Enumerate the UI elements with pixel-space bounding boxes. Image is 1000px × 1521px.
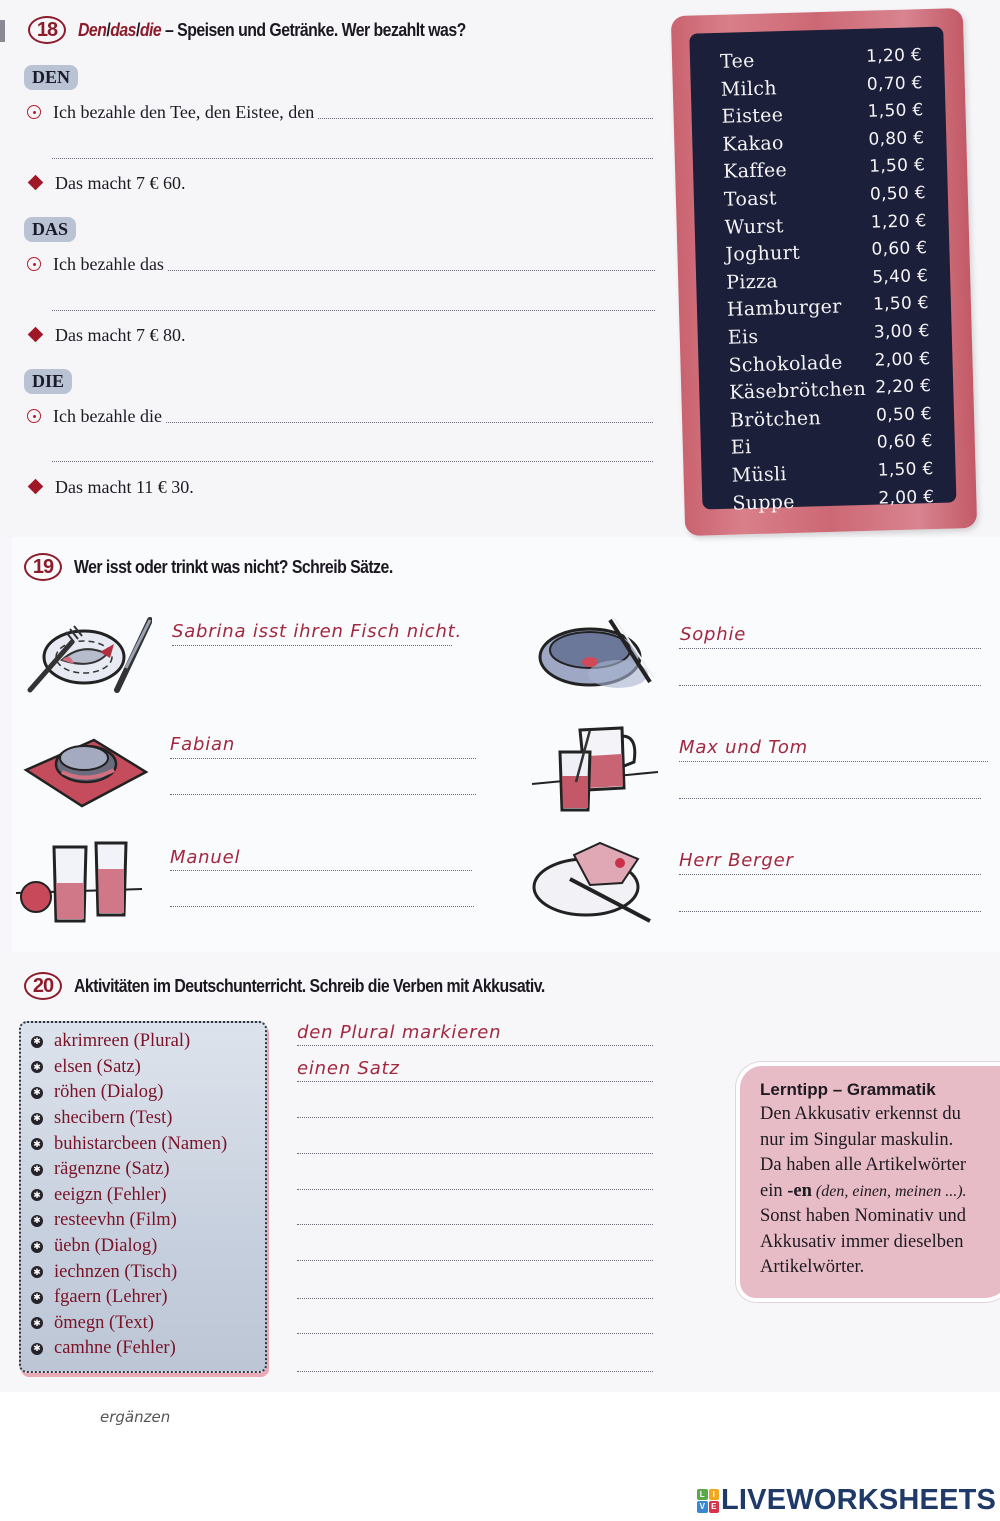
menu-row: Wurst 1,20 € — [724, 210, 927, 239]
answer-input-die-1[interactable] — [166, 422, 653, 423]
speaker-a-bullet-icon — [27, 409, 41, 423]
star-bullet-icon: ✱ — [31, 1164, 43, 1176]
total-row-den: Das macht 7 € 60. — [27, 173, 185, 194]
answer-input-20-7[interactable] — [297, 1260, 653, 1261]
exercise-20-title: Aktivitäten im Deutschunterricht. Schreib die Verben mit Akkusativ. — [74, 975, 545, 996]
article-tag-die: DIE — [24, 369, 72, 394]
handwritten-name: Fabian — [170, 734, 236, 755]
answer-input-20-4[interactable] — [297, 1153, 653, 1154]
prompt-row-die: Ich bezahle die — [27, 406, 653, 427]
speaker-b-diamond-icon — [28, 175, 44, 191]
scrambled-verb-item: ✱ fgaern (Lehrer) — [31, 1285, 265, 1311]
answer-input-20-9[interactable] — [297, 1333, 653, 1334]
star-bullet-icon: ✱ — [31, 1266, 43, 1278]
answer-input-fabian-1[interactable] — [170, 758, 476, 759]
menu-row: Schokolade 2,00 € — [728, 348, 931, 377]
exercise-18-header — [28, 16, 519, 44]
answer-input-herr-berger-1[interactable] — [679, 874, 981, 875]
answer-input-20-3[interactable] — [297, 1117, 653, 1118]
exercise-number-badge: 18 — [28, 16, 66, 44]
answer-input-20-6[interactable] — [297, 1224, 653, 1225]
scrambled-verb-item: ✱ üebn (Dialog) — [31, 1234, 265, 1260]
star-bullet-icon: ✱ — [31, 1061, 43, 1073]
menu-row: Eis 3,00 € — [727, 321, 930, 349]
menu-row: Kaffee 1,50 € — [722, 155, 926, 184]
handwritten-name: Sophie — [680, 624, 747, 645]
scrambled-verb-item: ✱ elsen (Satz) — [31, 1055, 265, 1081]
page-edge-marker — [0, 20, 5, 42]
total-row-das: Das macht 7 € 80. — [27, 325, 185, 346]
grammar-tip-box: Lerntipp – Grammatik Den Akkusativ erkennst du nur im Singular maskulin. Da haben alle Artikelwörter ein -en (den, einen, meinen ...). Sonst haben Nominativ und Akkusativ immer dieselben Artikelwörter. — [736, 1062, 1000, 1302]
menu-row: Suppe 2,00 € — [732, 486, 935, 515]
star-bullet-icon: ✱ — [31, 1317, 43, 1329]
answer-input-das-2[interactable] — [52, 310, 655, 311]
hamburger-icon — [22, 722, 152, 812]
menu-row: Tee 1,20 € — [719, 45, 923, 73]
star-bullet-icon: ✱ — [31, 1241, 43, 1253]
menu-row: Milch 0,70 € — [720, 72, 924, 101]
star-bullet-icon: ✱ — [31, 1292, 43, 1304]
salad-bowl-icon — [530, 612, 660, 702]
liveworksheets-logo[interactable] — [697, 1484, 996, 1517]
menu-row: Müsli 1,50 € — [731, 458, 934, 487]
scrambled-verb-item: ✱ ömegn (Text) — [31, 1311, 265, 1337]
exercise-number-badge: 20 — [24, 972, 62, 1000]
answer-input-den-1[interactable] — [318, 118, 653, 119]
star-bullet-icon: ✱ — [31, 1087, 43, 1099]
answer-input-20-1[interactable] — [297, 1045, 653, 1046]
handwritten-name: Manuel — [170, 847, 241, 868]
answer-input-max-tom-1[interactable] — [679, 761, 988, 762]
answer-input-20-8[interactable] — [297, 1298, 653, 1299]
exercise-19-panel — [12, 537, 1000, 952]
answer-input-den-2[interactable] — [52, 158, 653, 159]
answer-input-20-10[interactable] — [297, 1371, 653, 1372]
menu-row: Käsebrötchen 2,20 € — [729, 376, 932, 404]
scrambled-verb-item: ✱ camhne (Fehler) — [31, 1336, 265, 1362]
answer-input-manuel-2[interactable] — [170, 906, 474, 907]
answer-input-max-tom-2[interactable] — [679, 798, 981, 799]
menu-row: Hamburger 1,50 € — [726, 293, 930, 322]
answer-input-manuel-1[interactable] — [170, 870, 472, 871]
speaker-a-bullet-icon — [27, 257, 41, 271]
brand-name: LIVEWORKSHEETS — [721, 1484, 997, 1516]
hint-word: ergänzen — [100, 1408, 171, 1426]
live-logo-icon: L I V E — [697, 1489, 719, 1513]
handwritten-answer: Sabrina isst ihren Fisch nicht. — [172, 621, 463, 642]
menu-row: Toast 0,50 € — [723, 183, 927, 211]
speaker-a-bullet-icon — [27, 105, 41, 119]
juice-glasses-icon — [14, 835, 144, 925]
answer-input-sophie-1[interactable] — [679, 648, 981, 649]
answer-input-sabrina[interactable] — [172, 645, 452, 646]
article-tag-den: DEN — [24, 65, 78, 90]
handwritten-answer: einen Satz — [297, 1058, 400, 1079]
cake-plate-icon — [530, 835, 660, 925]
scrambled-verb-item: ✱ akrimreen (Plural) — [31, 1029, 265, 1055]
scrambled-verb-item: ✱ eeigzn (Fehler) — [31, 1183, 265, 1209]
fish-plate-icon — [22, 612, 152, 702]
star-bullet-icon: ✱ — [31, 1036, 43, 1048]
answer-input-herr-berger-2[interactable] — [679, 911, 981, 912]
article-tag-das: DAS — [24, 217, 76, 242]
scrambled-verb-item: ✱ buhistarcbeen (Namen) — [31, 1131, 265, 1157]
juice-jug-icon — [530, 722, 660, 812]
scrambled-verb-item: ✱ resteevhn (Film) — [31, 1208, 265, 1234]
tip-title: Lerntipp – Grammatik — [760, 1080, 936, 1099]
menu-row: Eistee 1,50 € — [721, 100, 924, 128]
handwritten-answer: den Plural markieren — [297, 1022, 502, 1043]
menu-board-surface — [689, 27, 956, 515]
answer-input-fabian-2[interactable] — [170, 794, 476, 795]
exercise-number-badge: 19 — [24, 553, 62, 581]
star-bullet-icon: ✱ — [31, 1343, 43, 1355]
speaker-b-diamond-icon — [28, 327, 44, 343]
handwritten-name: Max und Tom — [679, 737, 809, 758]
menu-row: Brötchen 0,50 € — [729, 403, 933, 432]
star-bullet-icon: ✱ — [31, 1189, 43, 1201]
answer-input-20-5[interactable] — [297, 1189, 653, 1190]
answer-input-die-2[interactable] — [52, 461, 653, 462]
menu-chalkboard — [671, 8, 977, 536]
prompt-row-den: Ich bezahle den Tee, den Eistee, den — [27, 102, 653, 123]
scrambled-verb-item: ✱ röhen (Dialog) — [31, 1080, 265, 1106]
answer-input-20-2[interactable] — [297, 1081, 653, 1082]
exercise-20-header — [24, 972, 609, 1000]
speaker-b-diamond-icon — [28, 479, 44, 495]
star-bullet-icon: ✱ — [31, 1113, 43, 1125]
menu-row: Kakao 0,80 € — [722, 127, 925, 156]
star-bullet-icon: ✱ — [31, 1215, 43, 1227]
exercise-19-title: Wer isst oder trinkt was nicht? Schreib Sätze. — [74, 556, 393, 577]
answer-input-sophie-2[interactable] — [679, 685, 981, 686]
menu-row: Pizza 5,40 € — [725, 265, 929, 294]
scrambled-verb-item: ✱ iechnzen (Tisch) — [31, 1259, 265, 1285]
scrambled-verb-item: ✱ shecibern (Test) — [31, 1106, 265, 1132]
answer-input-das-1[interactable] — [168, 270, 655, 271]
scrambled-verb-item: ✱ rägenzne (Satz) — [31, 1157, 265, 1183]
menu-row: Joghurt 0,60 € — [725, 238, 928, 266]
star-bullet-icon: ✱ — [31, 1138, 43, 1150]
exercise-19-header — [24, 553, 436, 581]
total-row-die: Das macht 11 € 30. — [27, 477, 194, 498]
menu-row: Ei 0,60 € — [730, 431, 934, 459]
handwritten-name: Herr Berger — [679, 850, 794, 871]
prompt-row-das: Ich bezahle das — [27, 254, 655, 275]
exercise-18-title: Den/das/die – Speisen und Getränke. Wer bezahlt was? — [78, 19, 466, 40]
scrambled-verbs-box — [19, 1021, 267, 1373]
